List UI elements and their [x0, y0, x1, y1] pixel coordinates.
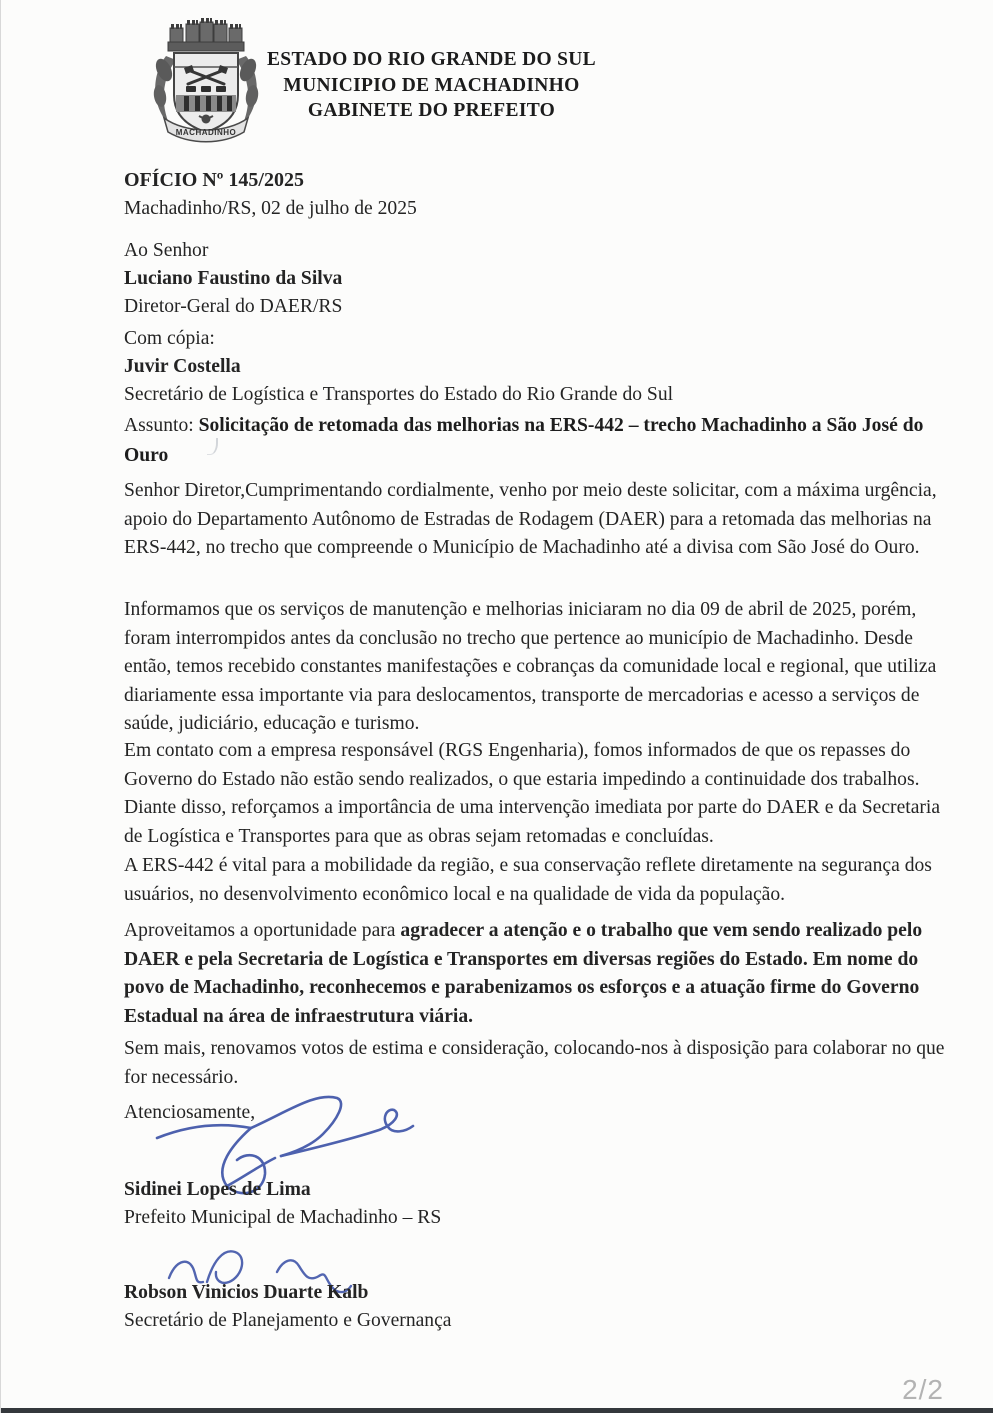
subject-text: Solicitação de retomada das melhorias na ERS-442 – trecho Machadinho a São José do Ouro — [124, 415, 924, 466]
subject-label: Assunto: — [124, 415, 199, 436]
paragraph-5-lead: Aproveitamos a oportunidade para — [124, 920, 401, 941]
signature-block-2 — [124, 1279, 946, 1335]
reference-block — [124, 167, 946, 222]
signer-1-name: Sidinei Lopes de Lima — [124, 1179, 311, 1200]
date-line: Machadinho/RS, 02 de julho de 2025 — [124, 197, 417, 219]
copy-name: Juvir Costella — [124, 356, 241, 377]
crest-banner-text: MACHADINHO — [175, 128, 237, 137]
letterhead — [259, 47, 604, 124]
page-bottom-edge — [1, 1408, 993, 1413]
paragraph-6: Sem mais, renovamos votos de estima e consideração, colocando-nos à disposição para colaborar no que for necessário. — [124, 1038, 945, 1088]
paragraph-1: Senhor Diretor,Cumprimentando cordialmente, venho por meio deste solicitar, com a máxima urgência, apoio do Departamento Autônomo de Estradas de Rodagem (DAER) para a retomada das melhorias na ERS-442, no trecho que compreende o Município de Machadinho até a divisa com São José do Ouro. — [124, 480, 937, 559]
letterhead-municipality: MUNICIPIO DE MACHADINHO — [283, 74, 580, 96]
letterhead-office: GABINETE DO PREFEITO — [307, 100, 556, 121]
signature-block-1 — [124, 1176, 946, 1232]
paragraph-2: Informamos que os serviços de manutenção e melhorias iniciaram no dia 09 de abril de 2025, porém, foram interrompidos antes da conclusão no trecho que pertence ao município de Machadinho. Desde então, temos recebido constantes manifestações e cobranças da comunidade local e regional, que utiliza diariamente essa importante via para deslocamentos, transporte de mercadorias e acesso a serviços de saúde, judiciário, educação e turismo. — [124, 599, 937, 735]
copy-block — [124, 325, 946, 409]
signer-2-name: Robson Vinicios Duarte Kalb — [124, 1282, 369, 1303]
paragraph-4: A ERS-442 é vital para a mobilidade da região, e sua conservação reflete diretamente na segurança dos usuários, no desenvolvimento econômico local e na qualidade de vida da população. — [124, 855, 932, 905]
closing-salutation: Atenciosamente, — [124, 1102, 256, 1123]
recipient-title: Diretor-Geral do DAER/RS — [124, 296, 343, 317]
copy-label: Com cópia: — [124, 328, 215, 349]
page-indicator: 2/2 — [902, 1374, 944, 1405]
recipient-salutation: Ao Senhor — [124, 240, 209, 261]
paragraph-5 — [124, 917, 946, 1031]
oficio-number: OFÍCIO Nº 145/2025 — [124, 169, 304, 191]
letterhead-state: ESTADO DO RIO GRANDE DO SUL — [267, 49, 596, 70]
recipient-name: Luciano Faustino da Silva — [124, 268, 343, 289]
subject-line — [124, 411, 946, 470]
signer-2-title: Secretário de Planejamento e Governança — [124, 1310, 452, 1331]
signer-1-title: Prefeito Municipal de Machadinho – RS — [124, 1207, 442, 1228]
recipient-block — [124, 237, 946, 321]
copy-title: Secretário de Logística e Transportes do Estado do Rio Grande do Sul — [124, 384, 674, 405]
paragraph-5-bold: agradecer a atenção e o trabalho que vem sendo realizado pelo DAER e pela Secretaria de Logística e Transportes em diversas regiões do Estado. Em nome do povo de Machadinho, reconhecemos e parabenizamos os esforços e a atuação firme do Governo Estadual na área de infraestrutura viária. — [124, 920, 923, 1027]
paragraph-3: Em contato com a empresa responsável (RGS Engenharia), fomos informados de que os repasses do Governo do Estado não estão sendo realizados, o que estaria impedindo a continuidade dos trabalhos. Diante disso, reforçamos a importância de uma intervenção imediata por parte do DAER e da Secretaria de Logística e Transportes para que as obras sejam retomadas e concluídas. — [124, 740, 941, 847]
municipal-coat-of-arms-icon — [144, 12, 268, 144]
